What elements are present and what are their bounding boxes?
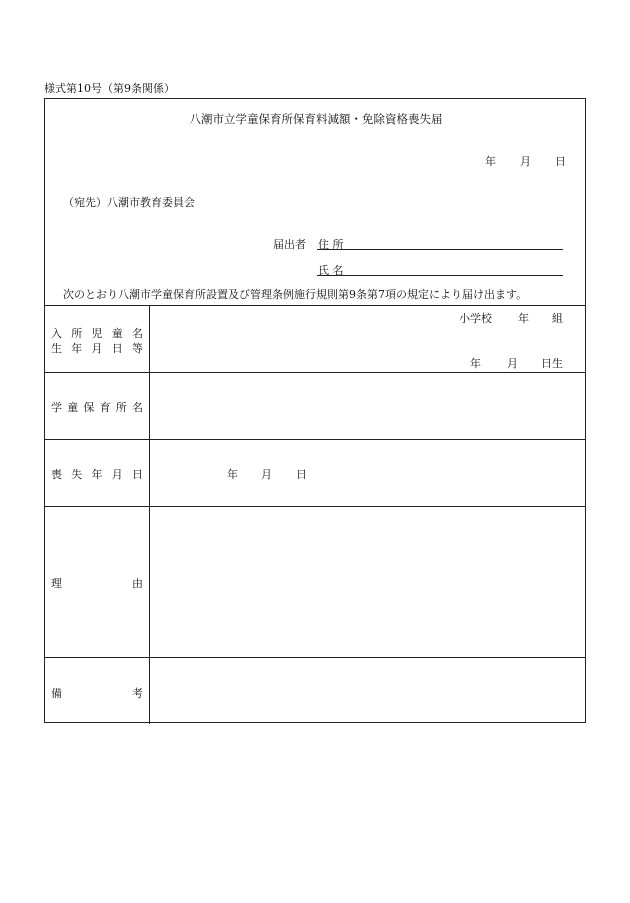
notifier-label: 届出者 — [273, 238, 306, 251]
form-title: 八潮市立学童保育所保育料減額・免除資格喪失届 — [189, 112, 443, 126]
facility-label: 学 童 保 育 所 名 — [51, 401, 143, 414]
reason-label: 理 由 — [51, 577, 143, 590]
name-label: 氏 名 — [318, 264, 344, 277]
birth-date-label: 生 年 月 日 等 — [51, 342, 143, 355]
loss-date-label: 喪 失 年 月 日 — [51, 468, 143, 481]
address-label: 住 所 — [318, 238, 344, 251]
class-label: 組 — [552, 312, 563, 325]
birth-day-label: 日生 — [541, 357, 563, 370]
remarks-cell[interactable] — [150, 658, 587, 723]
loss-month-label: 月 — [261, 468, 272, 481]
facility-cell[interactable] — [150, 373, 587, 439]
date-day-label: 日 — [555, 155, 566, 168]
address-field[interactable] — [317, 235, 563, 250]
loss-day-label: 日 — [296, 468, 307, 481]
remarks-label: 備 考 — [51, 687, 143, 700]
grade-label: 年 — [518, 312, 529, 325]
addressee: （宛先）八潮市教育委員会 — [63, 196, 195, 209]
name-field[interactable] — [317, 261, 563, 276]
school-label: 小学校 — [459, 312, 492, 325]
child-name-label: 入 所 児 童 名 — [51, 327, 143, 340]
loss-date-cell[interactable] — [150, 440, 587, 506]
form-number: 様式第10号（第9条関係） — [44, 82, 175, 95]
statement: 次のとおり八潮市学童保育所設置及び管理条例施行規則第9条第7項の規定により届け出ます。 — [63, 288, 528, 301]
date-year-label: 年 — [485, 155, 496, 168]
date-month-label: 月 — [520, 155, 531, 168]
birth-month-label: 月 — [507, 357, 518, 370]
reason-cell[interactable] — [150, 507, 587, 657]
birth-year-label: 年 — [470, 357, 481, 370]
form-frame — [44, 98, 586, 723]
loss-year-label: 年 — [227, 468, 238, 481]
